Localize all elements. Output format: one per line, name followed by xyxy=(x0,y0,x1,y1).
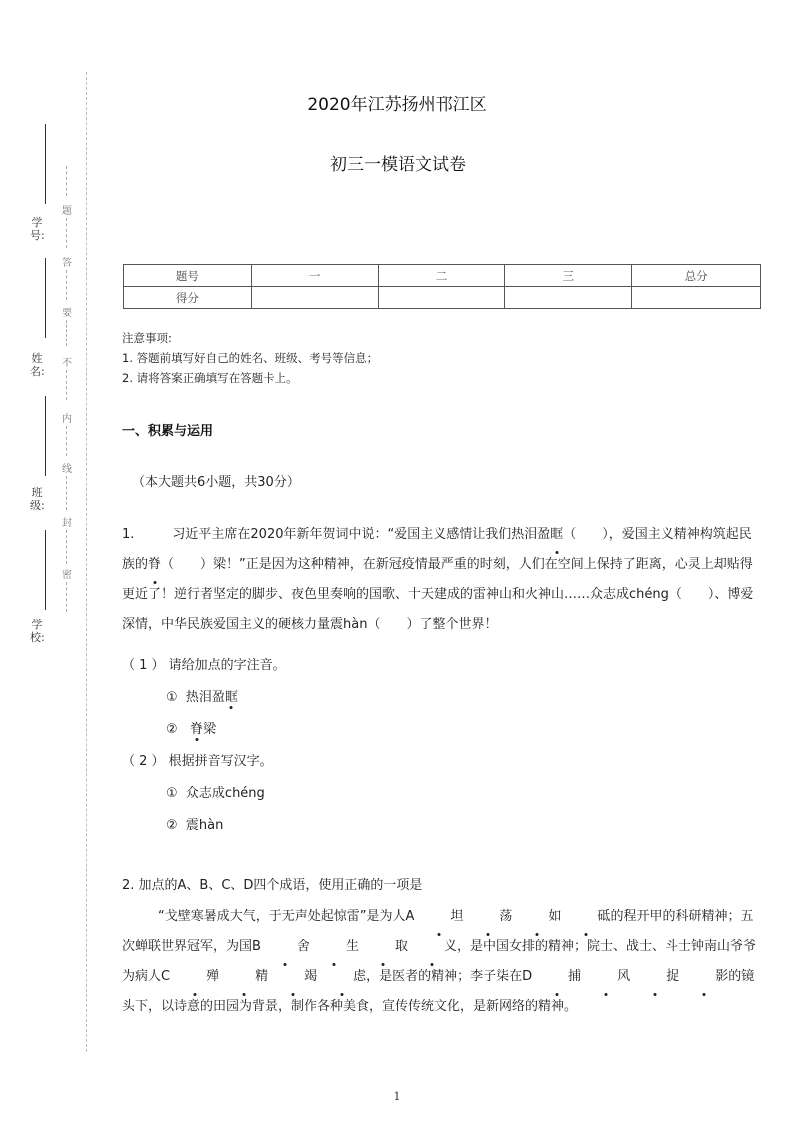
seal-dash xyxy=(66,320,67,346)
seal-char: 内 xyxy=(62,414,72,425)
school-label: 学校: xyxy=(30,618,45,644)
emphasized-char: 眶 xyxy=(550,520,563,550)
seal-char: 密 xyxy=(62,570,72,581)
exam-subtitle: 初三一模语文试卷 xyxy=(330,155,466,175)
binding-fold-line xyxy=(86,72,87,1052)
passage-text: 的镜头下，以诗意的田园为背景，制作各种美食，宣传传统文化，是新网络的精神。 xyxy=(122,969,755,1014)
table-cell: 得分 xyxy=(124,287,252,309)
passage-text: ，是中国女排的精神；院士、战士、斗士钟南山爷爷为病人C xyxy=(122,939,756,984)
notes xyxy=(122,328,378,388)
seal-dash xyxy=(66,530,67,564)
score-cell xyxy=(632,287,761,309)
seal-char: 不 xyxy=(62,358,72,369)
table-cell: 二 xyxy=(378,265,505,287)
emphasized-char: 眶 xyxy=(225,686,238,705)
exam-title: 2020年江苏扬州邗江区 xyxy=(307,95,487,115)
seal-char: 线 xyxy=(62,464,72,475)
emphasized-char: 如 xyxy=(512,902,561,932)
passage-text: 的程开甲的科研精神；五次蝉联世界冠军，为国B xyxy=(122,909,754,954)
subquestion-1-label: （ 1 ） 请给加点的字注音。 xyxy=(122,658,286,673)
score-cell xyxy=(251,287,378,309)
subquestion-1-item-a xyxy=(166,686,238,705)
emphasized-char: 荡 xyxy=(463,902,512,932)
emphasized-char: 脊 xyxy=(148,550,161,580)
score-table-header-row xyxy=(124,265,761,287)
emphasized-char: 殚 xyxy=(170,962,219,992)
item-text: 震hàn xyxy=(185,818,224,833)
seal-char: 答 xyxy=(62,258,72,269)
circled-number: ② xyxy=(166,818,178,833)
emphasized-char: 舍 xyxy=(261,932,310,962)
subquestion-1-item-b xyxy=(166,718,216,737)
emphasized-char: 竭 xyxy=(268,962,317,992)
question-number: 1. xyxy=(122,527,135,542)
emphasized-char: 影 xyxy=(679,962,728,992)
table-cell: 总分 xyxy=(632,265,761,287)
name-line xyxy=(45,258,46,338)
emphasized-char: 生 xyxy=(310,932,359,962)
item-text: 众志成chéng xyxy=(185,786,265,801)
note-item: 1. 答题前填写好自己的姓名、班级、考号等信息； xyxy=(122,351,379,365)
seal-dash xyxy=(66,218,67,248)
item-text: 梁 xyxy=(203,722,217,737)
seal-dash xyxy=(66,270,67,300)
section-title: 一、积累与运用 xyxy=(122,424,214,439)
student-id-label: 学号: xyxy=(30,216,45,242)
table-cell: 一 xyxy=(251,265,378,287)
class-label: 班级: xyxy=(30,486,45,512)
emphasized-char: 取 xyxy=(359,932,408,962)
question-1-passage xyxy=(122,520,762,640)
emphasized-char: 坦 xyxy=(414,902,463,932)
seal-dash xyxy=(66,166,67,196)
seal-char: 封 xyxy=(62,518,72,529)
section-intro: （本大题共6小题，共30分） xyxy=(132,475,300,490)
passage-text: 习近平主席在2020年新年贺词中说：“爱国主义感情让我们热泪盈 xyxy=(172,527,551,542)
table-cell: 三 xyxy=(505,265,632,287)
item-text: 热泪盈 xyxy=(185,690,225,705)
score-cell xyxy=(378,287,505,309)
question-2-stem: 2. 加点的A、B、C、D四个成语，使用正确的一项是 xyxy=(122,878,423,893)
passage-text: （ ），爱国主义精神构筑起民族的 xyxy=(122,527,752,572)
seal-dash xyxy=(66,370,67,400)
subquestion-2-item-a xyxy=(166,782,265,801)
table-cell: 题号 xyxy=(124,265,252,287)
seal-char: 题 xyxy=(62,206,72,217)
score-table-score-row xyxy=(124,287,761,309)
emphasized-char: 精 xyxy=(219,962,268,992)
question-2-passage xyxy=(122,902,762,1022)
emphasized-char: 虑 xyxy=(317,962,366,992)
seal-dash xyxy=(66,582,67,612)
emphasized-char: 风 xyxy=(581,962,630,992)
passage-text: “戈壁寒暑成大气，于无声处起惊雷”是为人A xyxy=(158,909,415,924)
circled-number: ① xyxy=(166,690,178,705)
emphasized-char: 脊 xyxy=(190,718,203,737)
note-item: 2. 请将答案正确填写在答题卡上。 xyxy=(122,371,298,385)
circled-number: ① xyxy=(166,786,178,801)
circled-number: ② xyxy=(166,722,178,737)
emphasized-char: 捕 xyxy=(532,962,581,992)
passage-text: （ ）梁！”正是因为这种精神，在新冠疫情最严重的时刻，人们在空间上保持了距离，心灵上却贴得更近了！逆行者坚定的脚步、夜色里奏响的国歌、十天建成的雷神山和火神山……众志成chéng（ ）、博爱深情，中华民族爱国主义的硬核力量震hàn（ ）了整个世界！ xyxy=(122,557,754,632)
seal-char: 要 xyxy=(62,308,72,319)
class-line xyxy=(45,396,46,476)
school-line xyxy=(45,530,46,610)
emphasized-char: 捉 xyxy=(630,962,679,992)
passage-text: ，是医者的精神；李子柒在D xyxy=(366,969,533,984)
score-table xyxy=(123,264,761,309)
seal-dash xyxy=(66,476,67,510)
emphasized-char: 义 xyxy=(408,932,457,962)
subquestion-2-item-b xyxy=(166,814,223,833)
notes-heading: 注意事项: xyxy=(122,331,172,345)
page-number: 1 xyxy=(393,1090,401,1103)
subquestion-2-label: （ 2 ） 根据拼音写汉字。 xyxy=(122,754,273,769)
seal-dash xyxy=(66,426,67,456)
emphasized-char: 砥 xyxy=(561,902,610,932)
name-label: 姓名: xyxy=(30,352,45,378)
student-id-line xyxy=(45,124,46,204)
score-cell xyxy=(505,287,632,309)
